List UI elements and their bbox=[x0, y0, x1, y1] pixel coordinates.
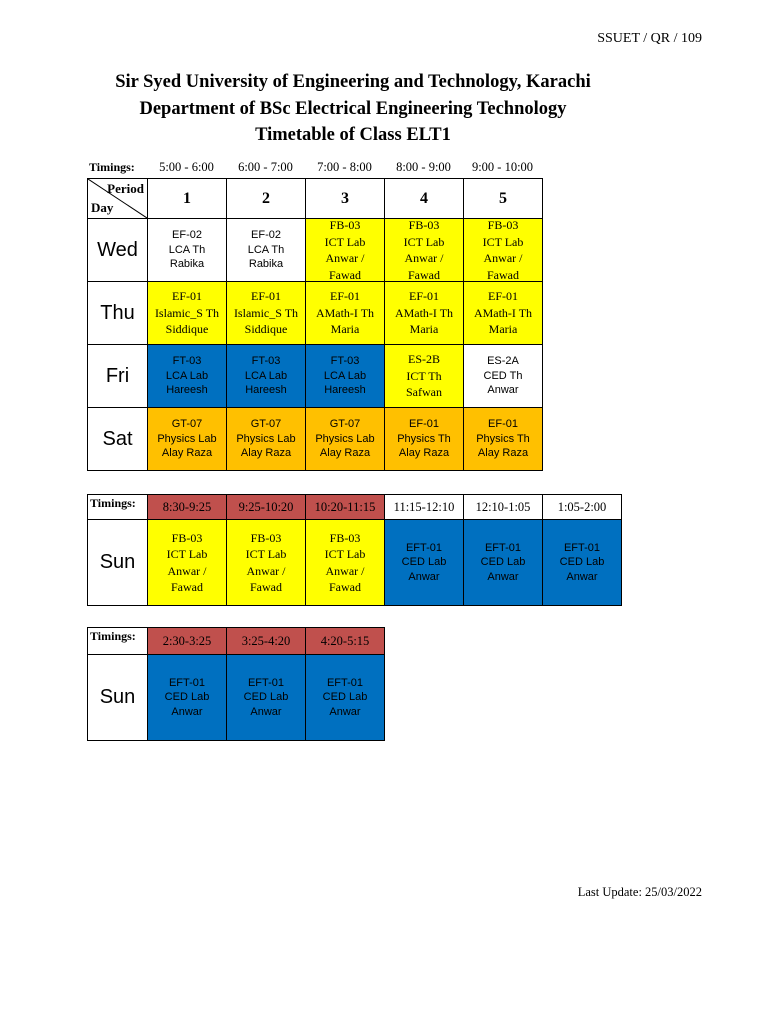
period-header-1: 1 bbox=[147, 178, 227, 219]
slot-line: Islamic_S Th bbox=[233, 305, 299, 320]
slot-line: Anwar / bbox=[246, 563, 286, 578]
slot-line: Maria bbox=[330, 322, 360, 337]
class-slot bbox=[305, 519, 385, 606]
class-slot bbox=[384, 407, 464, 471]
timing-2: 3:25-4:20 bbox=[226, 627, 306, 655]
slot-line: Fawad bbox=[171, 580, 203, 594]
timing-4: 8:00 - 9:00 bbox=[396, 160, 451, 174]
class-slot bbox=[542, 519, 622, 606]
slot-line: EF-02 bbox=[172, 229, 202, 242]
slot-line: LCA Lab bbox=[244, 369, 288, 382]
document-reference: SSUET / QR / 109 bbox=[597, 31, 702, 46]
class-slot bbox=[305, 407, 385, 471]
slot-line: Islamic_S Th bbox=[154, 305, 220, 320]
slot-line: Physics Lab bbox=[236, 432, 296, 445]
class-slot bbox=[305, 344, 385, 408]
corner-period-label: Period bbox=[107, 181, 144, 196]
slot-line: CED Lab bbox=[480, 556, 526, 569]
slot-line: GT-07 bbox=[250, 418, 282, 431]
slot-line: Alay Raza bbox=[398, 447, 450, 460]
timing-3: 4:20-5:15 bbox=[305, 627, 385, 655]
timing-2: 9:25-10:20 bbox=[226, 494, 306, 520]
slot-line: Anwar bbox=[171, 705, 203, 718]
timetable-title: Timetable of Class ELT1 bbox=[255, 125, 451, 145]
slot-line: GT-07 bbox=[171, 418, 203, 431]
class-slot bbox=[384, 281, 464, 345]
slot-line: Alay Raza bbox=[319, 447, 371, 460]
slot-line: EF-01 bbox=[488, 289, 518, 304]
slot-line: ES-2B bbox=[407, 352, 440, 367]
class-slot bbox=[305, 654, 385, 741]
day-fri: Fri bbox=[87, 344, 148, 408]
day-sat: Sat bbox=[87, 407, 148, 471]
slot-line: Anwar bbox=[408, 570, 440, 583]
slot-line: Alay Raza bbox=[477, 447, 529, 460]
timing-3: 10:20-11:15 bbox=[305, 494, 385, 520]
timings-label: Timings: bbox=[89, 160, 135, 174]
slot-line: Physics Lab bbox=[315, 432, 375, 445]
slot-line: ICT Lab bbox=[166, 547, 208, 561]
class-slot bbox=[463, 519, 543, 606]
class-slot bbox=[147, 519, 227, 606]
period-header-3: 3 bbox=[305, 178, 385, 219]
class-slot bbox=[226, 218, 306, 282]
timing-4: 11:15-12:10 bbox=[384, 494, 464, 520]
slot-line: FT-03 bbox=[330, 355, 360, 368]
class-slot bbox=[226, 281, 306, 345]
slot-line: EF-01 bbox=[251, 289, 281, 304]
slot-line: Fawad bbox=[250, 580, 282, 594]
class-slot bbox=[463, 344, 543, 408]
slot-line: CED Lab bbox=[243, 691, 289, 704]
slot-line: EFT-01 bbox=[563, 541, 601, 554]
last-update: Last Update: 25/03/2022 bbox=[577, 885, 702, 899]
slot-line: CED Lab bbox=[164, 691, 210, 704]
slot-line: ICT Lab bbox=[403, 234, 445, 249]
slot-line: EFT-01 bbox=[247, 676, 285, 689]
slot-line: CED Lab bbox=[322, 691, 368, 704]
slot-line: FB-03 bbox=[171, 530, 203, 545]
slot-line: FB-03 bbox=[487, 218, 519, 232]
slot-line: Alay Raza bbox=[161, 447, 213, 460]
class-slot bbox=[147, 344, 227, 408]
slot-line: LCA Lab bbox=[165, 369, 209, 382]
timing-3: 7:00 - 8:00 bbox=[317, 160, 372, 174]
slot-line: Siddique bbox=[165, 322, 209, 337]
timing-1: 8:30-9:25 bbox=[147, 494, 227, 520]
slot-line: Anwar / bbox=[404, 251, 444, 265]
slot-line: Hareesh bbox=[324, 384, 366, 397]
slot-line: Siddique bbox=[244, 322, 288, 337]
slot-line: Maria bbox=[488, 322, 518, 337]
slot-line: ICT Lab bbox=[482, 234, 524, 249]
slot-line: FB-03 bbox=[329, 218, 361, 232]
class-slot bbox=[463, 407, 543, 471]
class-slot bbox=[305, 281, 385, 345]
class-slot bbox=[147, 654, 227, 741]
slot-line: ICT Lab bbox=[324, 234, 366, 249]
slot-line: Anwar / bbox=[325, 251, 365, 265]
slot-line: Rabika bbox=[248, 258, 284, 271]
day-thu: Thu bbox=[87, 281, 148, 345]
slot-line: AMath-I Th bbox=[394, 305, 454, 320]
university-name: Sir Syed University of Engineering and Technology, Karachi bbox=[115, 72, 591, 92]
slot-line: CED Lab bbox=[559, 556, 605, 569]
timings-label-cell bbox=[87, 627, 148, 655]
slot-line: LCA Th bbox=[168, 243, 206, 256]
slot-line: AMath-I Th bbox=[473, 305, 533, 320]
class-slot bbox=[147, 218, 227, 282]
timing-5: 12:10-1:05 bbox=[463, 494, 543, 520]
slot-line: FT-03 bbox=[251, 355, 281, 368]
day-sun: Sun bbox=[87, 654, 148, 741]
slot-line: ICT Lab bbox=[324, 547, 366, 561]
class-slot bbox=[463, 218, 543, 282]
slot-line: Hareesh bbox=[166, 384, 208, 397]
slot-line: ICT Lab bbox=[245, 547, 287, 561]
class-slot bbox=[226, 407, 306, 471]
timing-6: 1:05-2:00 bbox=[542, 494, 622, 520]
period-day-corner bbox=[87, 178, 148, 219]
slot-line: Anwar / bbox=[325, 563, 365, 578]
slot-line: FB-03 bbox=[408, 218, 440, 232]
slot-line: FT-03 bbox=[172, 355, 202, 368]
slot-line: Anwar bbox=[487, 384, 519, 397]
class-slot bbox=[305, 218, 385, 282]
corner-day-label: Day bbox=[91, 200, 114, 215]
class-slot bbox=[384, 344, 464, 408]
class-slot bbox=[463, 281, 543, 345]
slot-line: Safwan bbox=[406, 385, 442, 400]
class-slot bbox=[226, 519, 306, 606]
slot-line: EF-01 bbox=[409, 418, 439, 431]
slot-line: ES-2A bbox=[487, 355, 519, 368]
timings-label: Timings: bbox=[90, 629, 136, 643]
slot-line: Anwar bbox=[566, 570, 598, 583]
day-sun: Sun bbox=[87, 519, 148, 606]
slot-line: CED Th bbox=[483, 369, 523, 382]
timings-label: Timings: bbox=[90, 496, 136, 510]
slot-line: Physics Th bbox=[476, 432, 530, 445]
timing-1: 5:00 - 6:00 bbox=[159, 160, 214, 174]
slot-line: EFT-01 bbox=[484, 541, 522, 554]
slot-line: GT-07 bbox=[329, 418, 361, 431]
slot-line: Anwar / bbox=[167, 563, 207, 578]
slot-line: CED Lab bbox=[401, 556, 447, 569]
slot-line: Physics Th bbox=[397, 432, 451, 445]
slot-line: EF-01 bbox=[488, 418, 518, 431]
slot-line: Hareesh bbox=[245, 384, 287, 397]
period-header-4: 4 bbox=[384, 178, 464, 219]
slot-line: EFT-01 bbox=[168, 676, 206, 689]
class-slot bbox=[226, 654, 306, 741]
slot-line: Fawad bbox=[487, 267, 519, 282]
slot-line: Fawad bbox=[408, 267, 440, 282]
slot-line: Anwar bbox=[487, 570, 519, 583]
class-slot bbox=[147, 407, 227, 471]
period-header-2: 2 bbox=[226, 178, 306, 219]
slot-line: Anwar bbox=[250, 705, 282, 718]
slot-line: EF-01 bbox=[409, 289, 439, 304]
slot-line: Alay Raza bbox=[240, 447, 292, 460]
slot-line: EFT-01 bbox=[326, 676, 364, 689]
slot-line: ICT Th bbox=[406, 368, 442, 383]
class-slot bbox=[384, 218, 464, 282]
slot-line: Rabika bbox=[169, 258, 205, 271]
timing-5: 9:00 - 10:00 bbox=[471, 160, 534, 174]
slot-line: Anwar bbox=[329, 705, 361, 718]
day-wed: Wed bbox=[87, 218, 148, 282]
slot-line: LCA Th bbox=[247, 243, 285, 256]
class-slot bbox=[147, 281, 227, 345]
slot-line: EF-01 bbox=[172, 289, 202, 304]
slot-line: Fawad bbox=[329, 267, 361, 282]
slot-line: Fawad bbox=[329, 580, 361, 594]
slot-line: EFT-01 bbox=[405, 541, 443, 554]
timing-1: 2:30-3:25 bbox=[147, 627, 227, 655]
period-header-5: 5 bbox=[463, 178, 543, 219]
slot-line: EF-02 bbox=[251, 229, 281, 242]
slot-line: AMath-I Th bbox=[315, 305, 375, 320]
timing-2: 6:00 - 7:00 bbox=[238, 160, 293, 174]
class-slot bbox=[384, 519, 464, 606]
class-slot bbox=[226, 344, 306, 408]
slot-line: FB-03 bbox=[250, 530, 282, 545]
slot-line: EF-01 bbox=[330, 289, 360, 304]
slot-line: Maria bbox=[409, 322, 439, 337]
slot-line: FB-03 bbox=[329, 530, 361, 545]
timings-label-cell bbox=[87, 494, 148, 520]
slot-line: Anwar / bbox=[483, 251, 523, 265]
slot-line: LCA Lab bbox=[323, 369, 367, 382]
slot-line: Physics Lab bbox=[157, 432, 217, 445]
department-name: Department of BSc Electrical Engineering Technology bbox=[139, 99, 567, 119]
